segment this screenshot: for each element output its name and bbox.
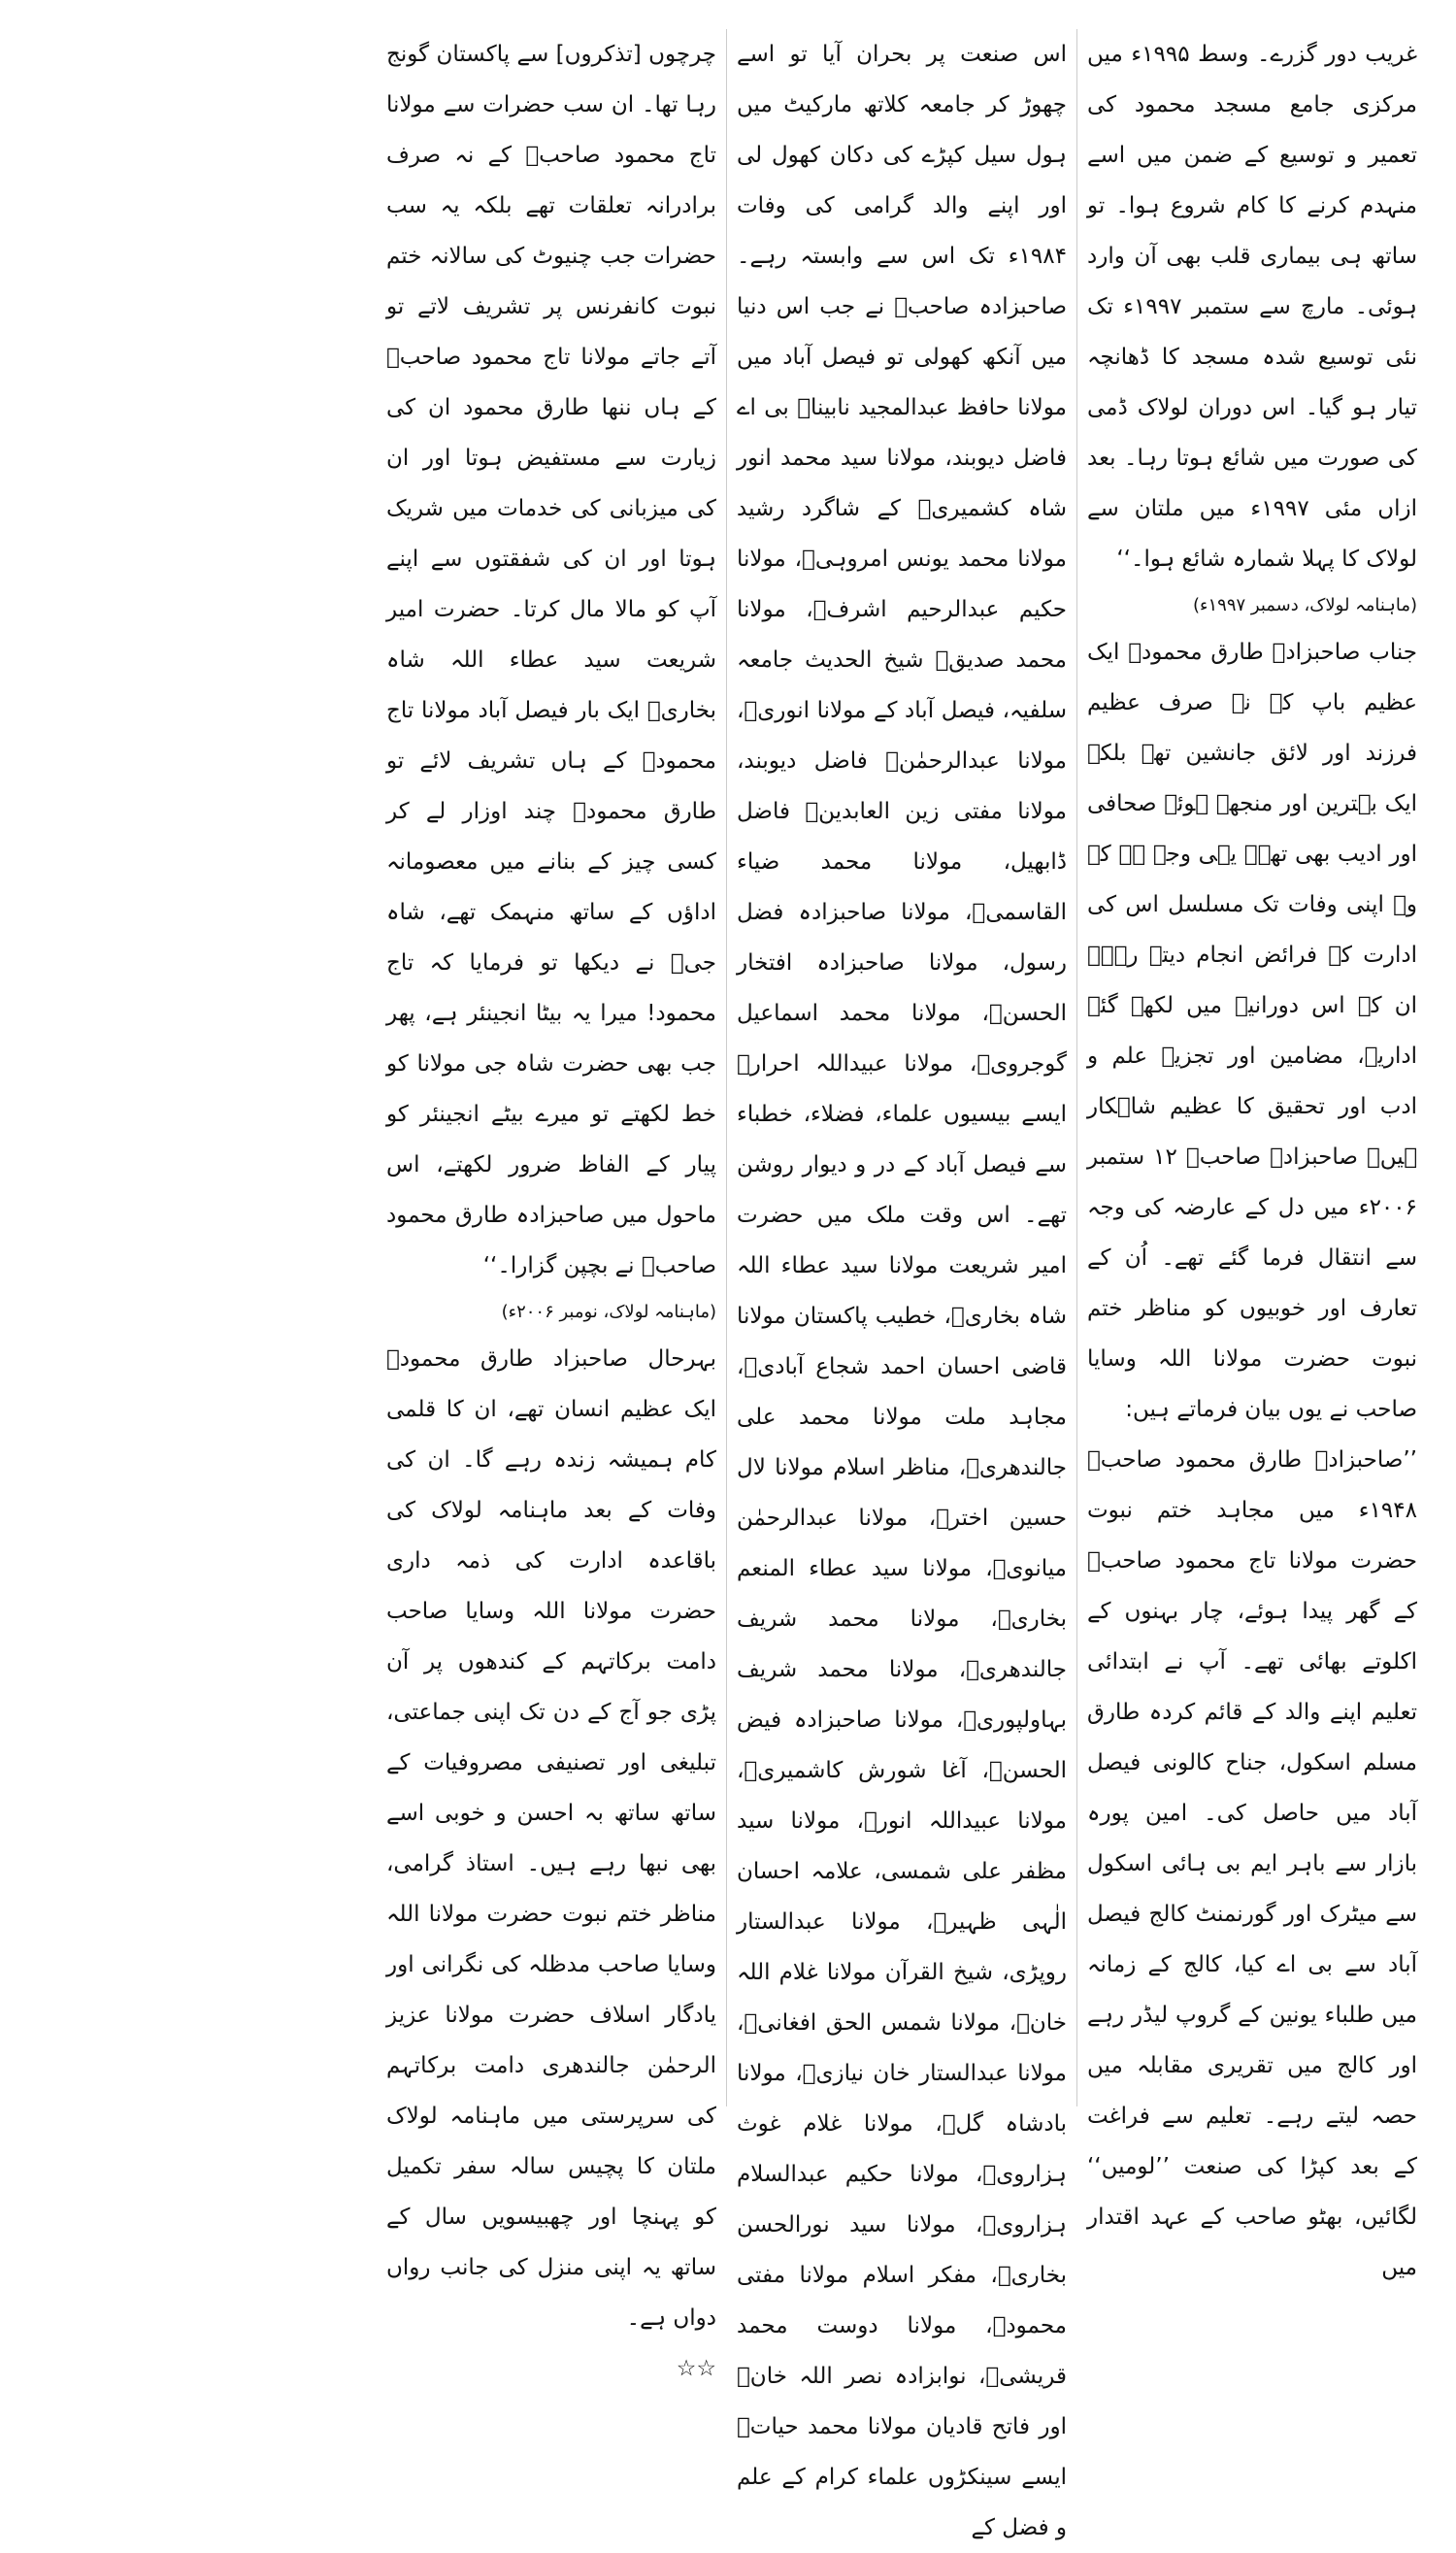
paragraph: غریب دور گزرے۔ وسط ۱۹۹۵ء میں مرکزی جامع مسجد محمود کی تعمیر و توسیع کے ضمن میں اسے منہدم کرنے کا کام شروع ہوا۔ تو ساتھ ہی بیماری قلب بھی آن وارد ہوئی۔ مارچ سے ستمبر ۱۹۹۷ء تک نئی توسیع شدہ مسجد کا ڈھانچہ تیار ہو گیا۔ اس دوران لولاک ڈمی کی صورت میں شائع ہوتا رہا۔ بعد ازاں مئی ۱۹۹۷ء میں ملتان سے لولاک کا پہلا شمارہ شائع ہوا۔‘‘: [1087, 42, 1417, 572]
column-divider: [1076, 29, 1077, 2106]
column-middle: [737, 29, 1067, 2540]
column-left: [386, 29, 716, 2381]
column-right: [1087, 29, 1417, 2280]
column-divider: [726, 29, 727, 2106]
end-stars: ☆☆: [676, 2356, 716, 2381]
paragraph: چرچوں [تذکروں] سے پاکستان گونج رہا تھا۔ ان سب حضرات سے مولانا تاج محمود صاحبؒ کے نہ صرف برادرانہ تعلقات تھے بلکہ یہ سب حضرات جب چنیوٹ کی سالانہ ختم نبوت کانفرنس پر تشریف لاتے تو آتے جاتے مولانا تاج محمود صاحبؒ کے ہاں ننھا طارق محمود ان کی زیارت سے مستفیض ہوتا اور ان کی میزبانی کی خدمات میں شریک ہوتا اور ان کی شفقتوں سے اپنے آپ کو مالا مال کرتا۔ حضرت امیر شریعت سید عطاء اللہ شاہ بخاریؒ ایک بار فیصل آباد مولانا تاج محمودؒ کے ہاں تشریف لائے تو طارق محمودؒ چند اوزار لے کر کسی چیز کے بنانے میں معصومانہ اداؤں کے ساتھ منہمک تھے، شاہ جیؒ نے دیکھا تو فرمایا کہ تاج محمود! میرا یہ بیٹا انجینئر ہے، پھر جب بھی حضرت شاہ جی مولانا کو خط لکھتے تو میرے بیٹے انجینئر کو پیار کے الفاظ ضرور لکھتے، اس ماحول میں صاحبزادہ طارق محمود صاحبؒ نے بچپن گزارا۔‘‘: [386, 42, 716, 1278]
paragraph: ’’صاحبزادہ طارق محمود صاحبؒ ۱۹۴۸ء میں مجاہد ختم نبوت حضرت مولانا تاج محمود صاحبؒ کے گھر پیدا ہوئے، چار بہنوں کے اکلوتے بھائی تھے۔ آپ نے ابتدائی تعلیم اپنے والد کے قائم کردہ طارق مسلم اسکول، جناح کالونی فیصل آباد میں حاصل کی۔ امین پورہ بازار سے باہر ایم بی ہائی اسکول سے میٹرک اور گورنمنٹ کالج فیصل آباد سے بی اے کیا، کالج کے زمانہ میں طلباء یونین کے گروپ لیڈر رہے اور کالج میں تقریری مقابلہ میں حصہ لیتے رہے۔ تعلیم سے فراغت کے بعد کپڑا کی صنعت ’’لومیں‘‘ لگائیں، بھٹو صاحب کے عہد اقتدار میں: [1087, 1447, 1417, 2280]
page-body: [29, 29, 1427, 2540]
citation: (ماہنامہ لولاک، نومبر ۲۰۰۶ء): [501, 1302, 716, 1322]
paragraph: اس صنعت پر بحران آیا تو اسے چھوڑ کر جامعہ کلاتھ مارکیٹ میں ہول سیل کپڑے کی دکان کھول لی اور اپنے والد گرامی کی وفات ۱۹۸۴ء تک اس سے وابستہ رہے۔ صاحبزادہ صاحبؒ نے جب اس دنیا میں آنکھ کھولی تو فیصل آباد میں مولانا حافظ عبدالمجید نابیناؒ بی اے فاضل دیوبند، مولانا سید محمد انور شاہ کشمیریؒ کے شاگرد رشید مولانا محمد یونس امروہیؒ، مولانا حکیم عبدالرحیم اشرفؒ، مولانا محمد صدیقؒ شیخ الحدیث جامعہ سلفیہ، فیصل آباد کے مولانا انوریؒ، مولانا عبدالرحمٰنؒ فاضل دیوبند، مولانا مفتی زین العابدینؒ فاضل ڈابھیل، مولانا محمد ضیاء القاسمیؒ، مولانا صاحبزادہ فضل رسول، مولانا صاحبزادہ افتخار الحسنؒ، مولانا محمد اسماعیل گوجرویؒ، مولانا عبیداللہ احرارؒ ایسے بیسیوں علماء، فضلاء، خطباء سے فیصل آباد کے در و دیوار روشن تھے۔ اس وقت ملک میں حضرت امیر شریعت مولانا سید عطاء اللہ شاہ بخاریؒ، خطیب پاکستان مولانا قاضی احسان احمد شجاع آبادیؒ، مجاہد ملت مولانا محمد علی جالندھریؒ، مناظر اسلام مولانا لال حسین اخترؒ، مولانا عبدالرحمٰن میانویؒ، مولانا سید عطاء المنعم بخاریؒ، مولانا محمد شریف جالندھریؒ، مولانا محمد شریف بہاولپوریؒ، مولانا صاحبزادہ فیض الحسنؒ، آغا شورش کاشمیریؒ، مولانا عبیداللہ انورؒ، مولانا سید مظفر علی شمسی، علامہ احسان الٰہی ظہیرؒ، مولانا عبدالستار روپڑی، شیخ القرآن مولانا غلام اللہ خانؒ، مولانا شمس الحق افغانیؒ، مولانا عبدالستار خان نیازیؒ، مولانا بادشاہ گلؒ، مولانا غلام غوث ہزارویؒ، مولانا حکیم عبدالسلام ہزارویؒ، مولانا سید نورالحسن بخاریؒ، مفکر اسلام مولانا مفتی محمودؒ، مولانا دوست محمد قریشیؒ، نوابزادہ نصر اللہ خانؒ اور فاتح قادیان مولانا محمد حیاتؒ ایسے سینکڑوں علماء کرام کے علم و فضل کے: [737, 42, 1067, 2540]
paragraph: بہرحال صاحبزاد طارق محمودؒ ایک عظیم انسان تھے، ان کا قلمی کام ہمیشہ زندہ رہے گا۔ ان کی وفات کے بعد ماہنامہ لولاک کی باقاعدہ ادارت کی ذمہ داری حضرت مولانا اللہ وسایا صاحب دامت برکاتہم کے کندھوں پر آن پڑی جو آج کے دن تک اپنی جماعتی، تبلیغی اور تصنیفی مصروفیات کے ساتھ ساتھ بہ احسن و خوبی اسے بھی نبھا رہے ہیں۔ استاذ گرامی، مناظر ختم نبوت حضرت مولانا اللہ وسایا صاحب مدظلہ کی نگرانی اور یادگار اسلاف حضرت مولانا عزیز الرحمٰن جالندھری دامت برکاتہم کی سرپرستی میں ماہنامہ لولاک ملتان کا پچیس سالہ سفر تکمیل کو پہنچا اور چھبیسویں سال کے ساتھ یہ اپنی منزل کی جانب رواں دواں ہے۔: [386, 1346, 716, 2331]
paragraph: جناب صاحبزادہ طارق محمودؒ ایک عظیم باپ کے نہ صرف عظیم فرزند اور لائق جانشین تھے بلکہ ایک بہترین اور منجھے ہوئے صحافی اور ادیب بھی تھے۔ یہی وجہ ہے کہ وہ اپنی وفات تک مسلسل اس کی ادارت کے فرائض انجام دیتے رہے۔ ان کے اس دورانیے میں لکھے گئے اداریے، مضامین اور تجزیے علم و ادب اور تحقیق کا عظیم شاہکار ہیں۔ صاحبزادہ صاحبؒ ۱۲ ستمبر ۲۰۰۶ء میں دل کے عارضہ کی وجہ سے انتقال فرما گئے تھے۔ اُن کے تعارف اور خوبیوں کو مناظر ختم نبوت حضرت مولانا اللہ وسایا صاحب نے یوں بیان فرماتے ہیں:: [1087, 640, 1417, 1422]
citation: (ماہنامہ لولاک، دسمبر ۱۹۹۷ء): [1193, 595, 1417, 615]
